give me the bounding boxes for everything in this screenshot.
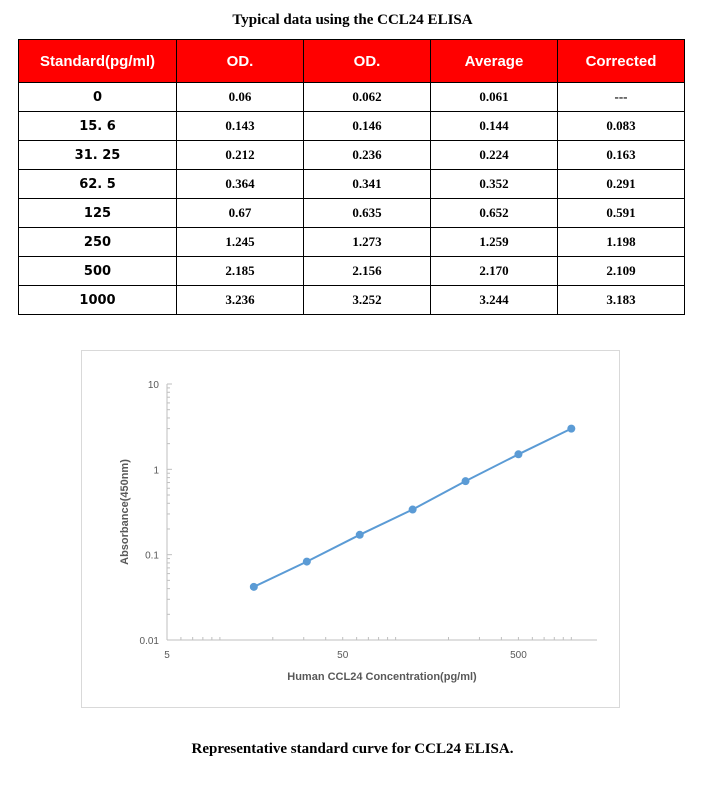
- table-cell: 2.170: [431, 257, 558, 286]
- data-point: [409, 506, 417, 514]
- table-row: [19, 141, 685, 170]
- table-cell: 1.273: [304, 228, 431, 257]
- header-average: Average: [431, 40, 558, 83]
- table-cell: 1.198: [558, 228, 685, 257]
- table-cell: 0.591: [558, 199, 685, 228]
- header-corrected: Corrected: [558, 40, 685, 83]
- table-cell: 0.635: [304, 199, 431, 228]
- table-cell: 2.109: [558, 257, 685, 286]
- x-tick-label: 500: [510, 650, 527, 661]
- table-cell: 3.252: [304, 286, 431, 315]
- table-cell: 0.224: [431, 141, 558, 170]
- x-axis-title: Human CCL24 Concentration(pg/ml): [287, 671, 477, 683]
- table-cell: 0.352: [431, 170, 558, 199]
- table-row: [19, 83, 685, 112]
- y-axis-title: Absorbance(450nm): [119, 459, 131, 565]
- x-tick-label: 5: [164, 650, 170, 661]
- table-row: [19, 199, 685, 228]
- header-od-1: OD.: [177, 40, 304, 83]
- header-standard: Standard(pg/ml): [19, 40, 177, 83]
- table-cell: 0.341: [304, 170, 431, 199]
- table-cell: 0.236: [304, 141, 431, 170]
- table-cell: 250: [19, 228, 177, 257]
- table-cell: 15. 6: [19, 112, 177, 141]
- table-cell: 0.212: [177, 141, 304, 170]
- table-cell: 0.062: [304, 83, 431, 112]
- table-cell: ---: [558, 83, 685, 112]
- table-cell: 0: [19, 83, 177, 112]
- table-row: [19, 228, 685, 257]
- table-cell: 1.259: [431, 228, 558, 257]
- data-point: [303, 558, 311, 566]
- table-cell: 0.652: [431, 199, 558, 228]
- table-cell: 0.163: [558, 141, 685, 170]
- table-cell: 0.291: [558, 170, 685, 199]
- table-cell: 0.146: [304, 112, 431, 141]
- y-tick-label: 1: [153, 465, 159, 477]
- table-cell: 1000: [19, 286, 177, 315]
- table-header-row: [19, 40, 685, 83]
- data-table: [18, 39, 685, 315]
- data-point: [356, 531, 364, 539]
- y-tick-label: 10: [147, 380, 159, 391]
- table-row: [19, 286, 685, 315]
- table-cell: 3.236: [177, 286, 304, 315]
- table-cell: 2.156: [304, 257, 431, 286]
- table-cell: 1.245: [177, 228, 304, 257]
- table-cell: 0.144: [431, 112, 558, 141]
- table-row: [19, 170, 685, 199]
- table-cell: 0.364: [177, 170, 304, 199]
- table-cell: 0.143: [177, 112, 304, 141]
- table-cell: 500: [19, 257, 177, 286]
- table-row: [19, 112, 685, 141]
- figure-caption: Representative standard curve for CCL24 ELISA.: [191, 741, 514, 757]
- data-point: [567, 425, 575, 433]
- table-cell: 3.244: [431, 286, 558, 315]
- x-tick-label: 50: [337, 650, 349, 661]
- table-cell: 0.67: [177, 199, 304, 228]
- table-cell: 31. 25: [19, 141, 177, 170]
- header-od-2: OD.: [304, 40, 431, 83]
- y-tick-label: 0.01: [139, 636, 159, 647]
- standard-curve-chart: [81, 350, 620, 708]
- data-point: [514, 450, 522, 458]
- data-point: [462, 477, 470, 485]
- table-cell: 0.061: [431, 83, 558, 112]
- chart-svg: [82, 351, 621, 709]
- table-cell: 0.06: [177, 83, 304, 112]
- data-point: [250, 583, 258, 591]
- table-cell: 62. 5: [19, 170, 177, 199]
- table-row: [19, 257, 685, 286]
- table-cell: 125: [19, 199, 177, 228]
- table-cell: 0.083: [558, 112, 685, 141]
- table-title: Typical data using the CCL24 ELISA: [232, 12, 473, 28]
- table-cell: 3.183: [558, 286, 685, 315]
- table-cell: 2.185: [177, 257, 304, 286]
- y-tick-label: 0.1: [145, 550, 159, 562]
